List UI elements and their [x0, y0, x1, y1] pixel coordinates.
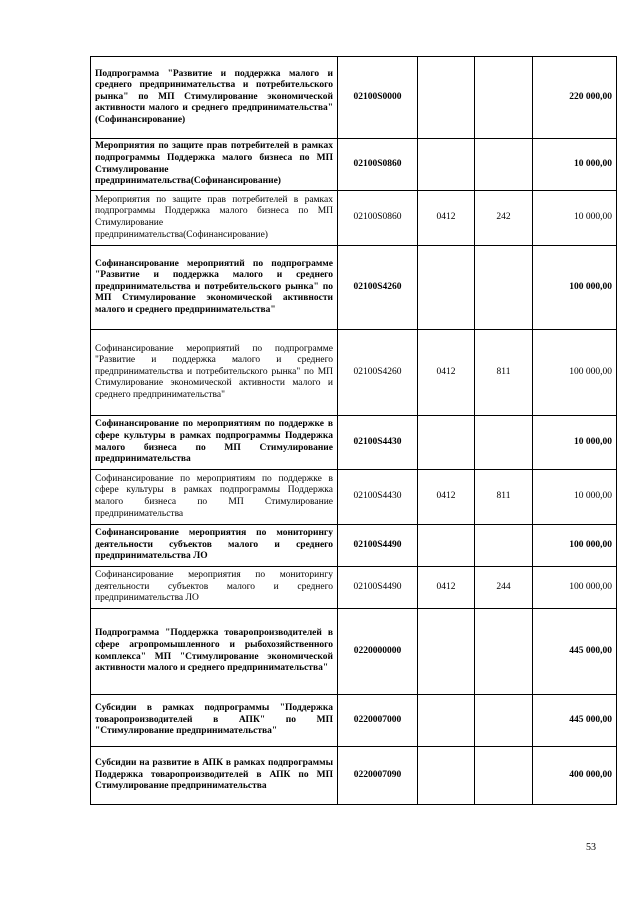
- table-row: [91, 747, 617, 805]
- row-section-cell: [418, 609, 475, 695]
- row-section-cell: [418, 57, 475, 139]
- budget-table-body: [91, 57, 617, 805]
- page-number: 53: [586, 842, 596, 853]
- row-section-cell: 0412: [418, 191, 475, 246]
- row-amount-cell: 445 000,00: [533, 609, 617, 695]
- row-name-cell: Софинансирование мероприятий по подпрограмме "Развитие и поддержка малого и среднего предпринимательства и потребительского рынка" по МП Стимулирование экономической активности малого и среднего предпринимательства": [91, 330, 338, 416]
- row-section-cell: 0412: [418, 470, 475, 525]
- row-code-cell: 02100S4490: [338, 525, 418, 567]
- row-section-cell: [418, 139, 475, 191]
- row-name-cell: Мероприятия по защите прав потребителей в рамках подпрограммы Поддержка малого бизнеса по МП Стимулирование предпринимательства(Софинансирование): [91, 139, 338, 191]
- row-code-cell: 02100S4260: [338, 330, 418, 416]
- budget-table: [90, 56, 617, 805]
- table-row: [91, 139, 617, 191]
- row-name-cell: Софинансирование по мероприятиям по поддержке в сфере культуры в рамках подпрограммы Поддержка малого бизнеса по МП Стимулирование предпринимательства: [91, 470, 338, 525]
- row-section-cell: [418, 246, 475, 330]
- row-section-cell: [418, 747, 475, 805]
- table-row: [91, 246, 617, 330]
- row-code-cell: 0220007090: [338, 747, 418, 805]
- row-amount-cell: 400 000,00: [533, 747, 617, 805]
- row-code-cell: 02100S4430: [338, 416, 418, 470]
- row-type-cell: [475, 416, 533, 470]
- row-type-cell: 244: [475, 567, 533, 609]
- table-row: [91, 470, 617, 525]
- row-amount-cell: 220 000,00: [533, 57, 617, 139]
- row-amount-cell: 10 000,00: [533, 191, 617, 246]
- row-amount-cell: 10 000,00: [533, 416, 617, 470]
- table-row: [91, 416, 617, 470]
- row-section-cell: [418, 416, 475, 470]
- row-code-cell: 02100S0000: [338, 57, 418, 139]
- row-type-cell: 811: [475, 470, 533, 525]
- row-type-cell: 242: [475, 191, 533, 246]
- row-name-cell: Софинансирование мероприятия по мониторингу деятельности субъектов малого и среднего предпринимательства ЛО: [91, 567, 338, 609]
- table-row: [91, 191, 617, 246]
- table-row: [91, 57, 617, 139]
- row-name-cell: Софинансирование по мероприятиям по поддержке в сфере культуры в рамках подпрограммы Поддержка малого бизнеса по МП Стимулирование предпринимательства: [91, 416, 338, 470]
- row-type-cell: [475, 747, 533, 805]
- row-amount-cell: 10 000,00: [533, 139, 617, 191]
- table-row: [91, 567, 617, 609]
- row-section-cell: 0412: [418, 330, 475, 416]
- row-type-cell: [475, 609, 533, 695]
- table-row: [91, 695, 617, 747]
- row-name-cell: Подпрограмма "Поддержка товаропроизводителей в сфере агропромышленного и рыбохозяйственного комплекса" МП "Стимулирование экономической активности малого и среднего предпринимательства": [91, 609, 338, 695]
- row-section-cell: [418, 695, 475, 747]
- row-amount-cell: 445 000,00: [533, 695, 617, 747]
- row-section-cell: 0412: [418, 567, 475, 609]
- row-name-cell: Подпрограмма "Развитие и поддержка малого и среднего предпринимательства и потребительского рынка" по МП Стимулирование экономической активности малого и среднего предпринимательства" (Софинансирование): [91, 57, 338, 139]
- row-code-cell: 0220007000: [338, 695, 418, 747]
- row-name-cell: Субсидии в рамках подпрограммы "Поддержка товаропроизводителей в АПК" по МП "Стимулирование предпринимательства": [91, 695, 338, 747]
- row-amount-cell: 100 000,00: [533, 567, 617, 609]
- row-name-cell: Софинансирование мероприятий по подпрограмме "Развитие и поддержка малого и среднего предпринимательства и потребительского рынка" по МП Стимулирование экономической активности малого и среднего предпринимательства": [91, 246, 338, 330]
- row-code-cell: 02100S4490: [338, 567, 418, 609]
- row-amount-cell: 100 000,00: [533, 246, 617, 330]
- row-amount-cell: 10 000,00: [533, 470, 617, 525]
- row-type-cell: [475, 139, 533, 191]
- table-row: [91, 609, 617, 695]
- row-code-cell: 02100S0860: [338, 191, 418, 246]
- row-type-cell: [475, 57, 533, 139]
- row-section-cell: [418, 525, 475, 567]
- row-name-cell: Софинансирование мероприятия по мониторингу деятельности субъектов малого и среднего предпринимательства ЛО: [91, 525, 338, 567]
- row-code-cell: 02100S0860: [338, 139, 418, 191]
- row-type-cell: 811: [475, 330, 533, 416]
- table-row: [91, 525, 617, 567]
- row-type-cell: [475, 695, 533, 747]
- row-type-cell: [475, 246, 533, 330]
- row-code-cell: 02100S4430: [338, 470, 418, 525]
- row-name-cell: Мероприятия по защите прав потребителей в рамках подпрограммы Поддержка малого бизнеса по МП Стимулирование предпринимательства(Софинансирование): [91, 191, 338, 246]
- row-name-cell: Субсидии на развитие в АПК в рамках подпрограммы Поддержка товаропроизводителей в АПК по МП Стимулирование предпринимательства: [91, 747, 338, 805]
- row-code-cell: 02100S4260: [338, 246, 418, 330]
- row-amount-cell: 100 000,00: [533, 330, 617, 416]
- row-amount-cell: 100 000,00: [533, 525, 617, 567]
- table-row: [91, 330, 617, 416]
- row-code-cell: 0220000000: [338, 609, 418, 695]
- row-type-cell: [475, 525, 533, 567]
